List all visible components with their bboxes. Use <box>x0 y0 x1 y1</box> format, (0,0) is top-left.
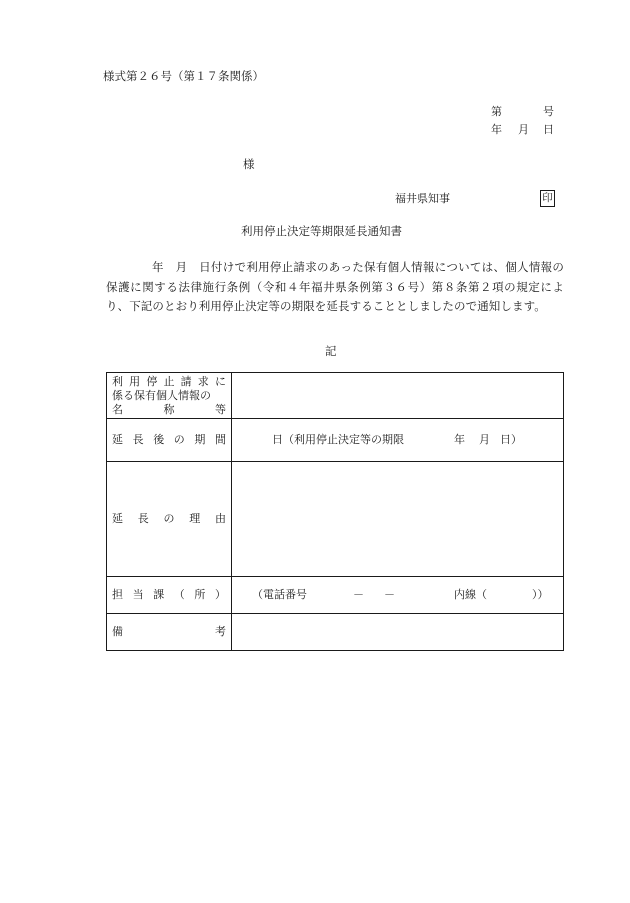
date-day: 日 <box>543 123 554 136</box>
doc-number-dai: 第 <box>491 105 502 118</box>
row-extended-period <box>107 419 564 462</box>
body-paragraph: 年 月 日付けで利用停止請求のあった保有個人情報については、個人情報の保護に関する法律施行条例（令和４年福井県条例第３６号）第８条第２項の規定により、下記のとおり利用停止決定等の期限を延長することとしましたので通知します。 <box>106 260 564 313</box>
label-subject-info <box>107 373 232 419</box>
details-table <box>106 372 564 651</box>
period-month: 月 <box>479 433 490 446</box>
label-subject-info-line-2: 係る保有個人情報の <box>112 388 211 402</box>
contact-extension-label: 内線（ <box>454 588 487 601</box>
row-subject-info <box>107 373 564 419</box>
row-reason <box>107 462 564 577</box>
sender-name: 福井県知事 <box>395 192 450 205</box>
label-contact <box>107 577 232 614</box>
period-day: 日） <box>500 433 522 446</box>
value-remarks[interactable] <box>232 614 564 651</box>
value-reason[interactable] <box>232 462 564 577</box>
period-year: 年 <box>454 433 465 446</box>
label-remarks-text: 備 考 <box>112 625 226 638</box>
label-reason <box>107 462 232 577</box>
period-deadline-text: 日（利用停止決定等の期限 <box>272 433 404 446</box>
value-extended-period[interactable] <box>232 419 564 462</box>
label-subject-info-line-3: 名 称 等 <box>112 402 226 416</box>
value-contact[interactable] <box>232 577 564 614</box>
date-year: 年 <box>491 123 502 136</box>
document-title: 利用停止決定等期限延長通知書 <box>241 224 402 238</box>
label-extended-period <box>107 419 232 462</box>
label-extended-period-text: 延 長 後 の 期 間 <box>112 433 226 446</box>
label-reason-text: 延 長 の 理 由 <box>112 512 226 525</box>
value-subject-info[interactable] <box>232 373 564 419</box>
doc-number-go: 号 <box>543 105 554 118</box>
label-subject-info-line-1: 利 用 停 止 請 求 に <box>112 374 226 388</box>
contact-extension-close: ）） <box>532 588 549 601</box>
label-remarks <box>107 614 232 651</box>
addressee-sama: 様 <box>243 157 255 171</box>
seal-mark: 印 <box>540 190 555 207</box>
row-contact <box>107 577 564 614</box>
row-remarks <box>107 614 564 651</box>
form-number: 様式第２６号（第１７条関係） <box>103 69 264 83</box>
contact-phone-dash-2: － <box>384 588 395 601</box>
label-contact-text: 担 当 課 （ 所 ） <box>112 588 226 601</box>
contact-phone-dash-1: － <box>353 588 364 601</box>
date-month: 月 <box>518 123 529 136</box>
contact-phone-label: （電話番号 <box>252 588 307 601</box>
ki-heading: 記 <box>325 344 337 358</box>
